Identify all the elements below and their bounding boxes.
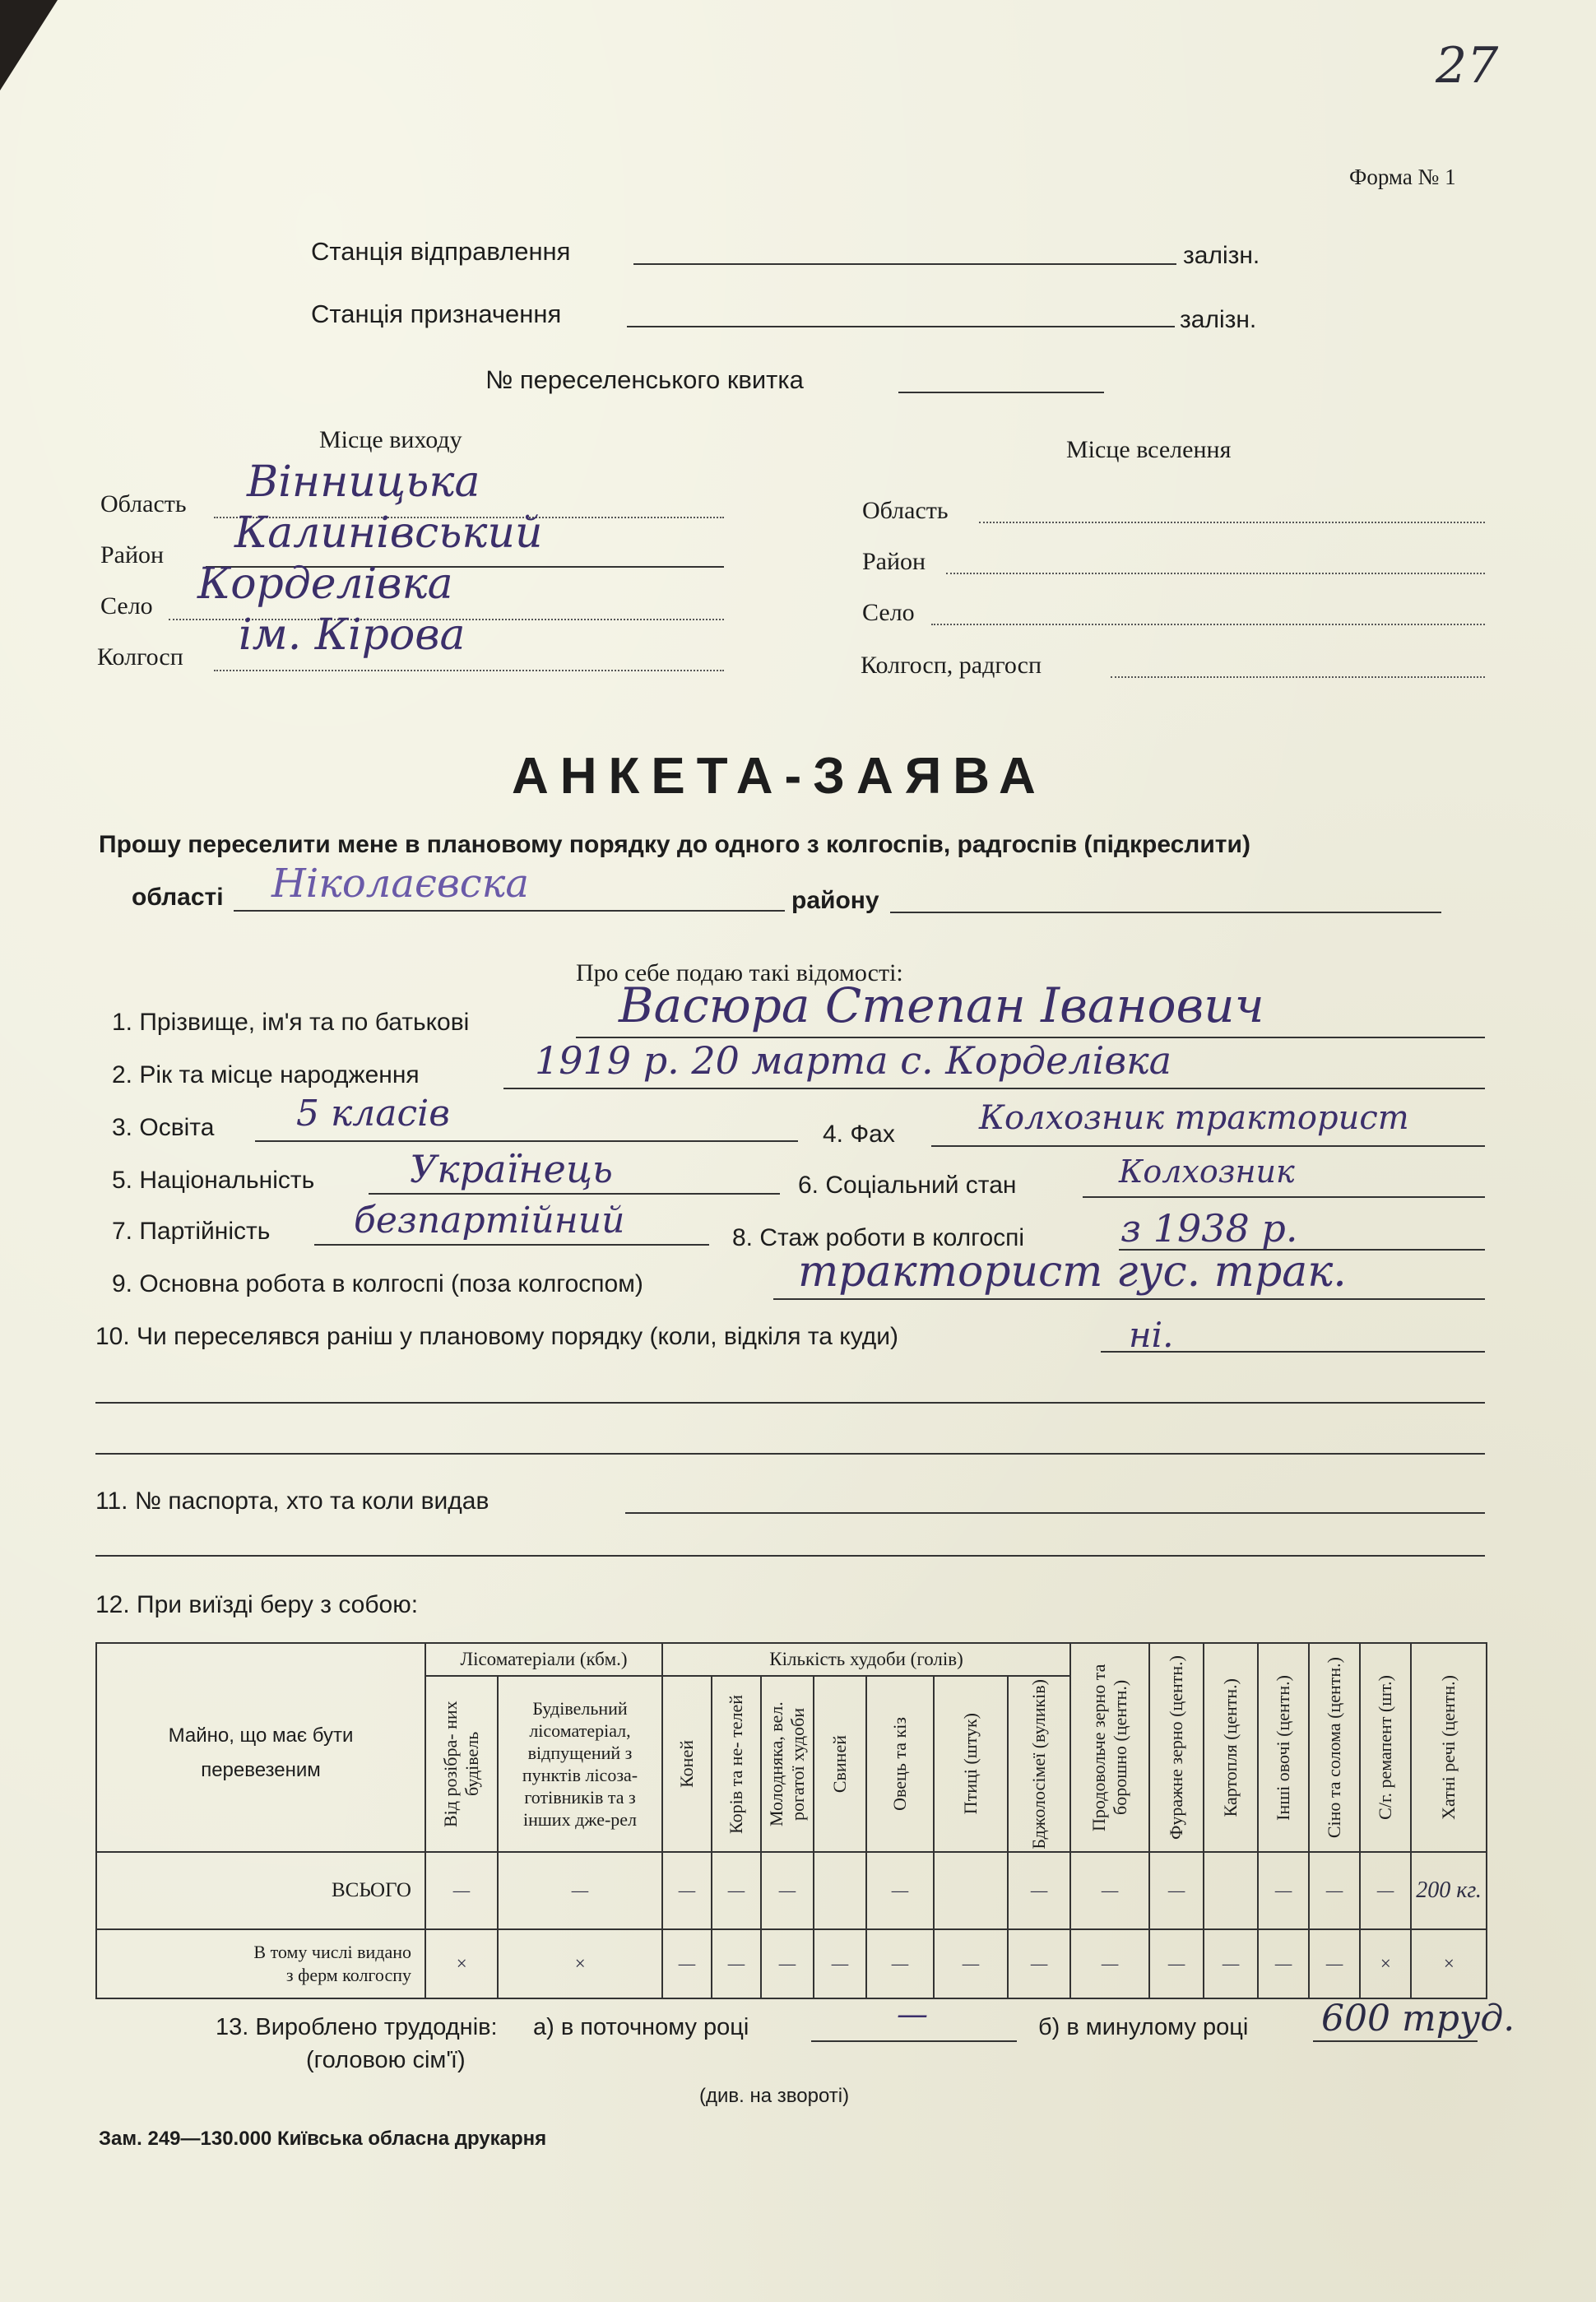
col-hay-cell xyxy=(1309,1643,1360,1852)
origin-kolhosp-label: Колгосп xyxy=(97,643,183,671)
origin-kolhosp-value: ім. Кірова xyxy=(239,610,466,660)
col-horses-cell xyxy=(662,1676,712,1852)
q3-line xyxy=(255,1140,798,1142)
info-heading: Про себе подаю такі відомості: xyxy=(576,959,903,986)
total-cell: — xyxy=(425,1852,498,1929)
property-header-2: перевезеним xyxy=(201,1759,321,1781)
q5-line xyxy=(369,1193,780,1195)
col-feed-grain: Фуражне зерно (центн.) xyxy=(1166,1655,1187,1840)
property-header-1: Майно, що має бути xyxy=(168,1724,354,1747)
q8-label: 8. Стаж роботи в колгоспі xyxy=(732,1224,1025,1251)
col-building-timber: Будівельний лісоматеріал, відпущений з пунктів лісоза-готівників та з інших дже-рел xyxy=(498,1676,662,1852)
destination-kolhosp-line xyxy=(1111,676,1485,678)
farm-cell: × xyxy=(498,1929,662,1998)
origin-kolhosp-line xyxy=(214,670,724,671)
row-farm-label-1: В тому числі видано xyxy=(253,1942,411,1962)
destination-oblast-label: Область xyxy=(862,497,949,524)
col-cows: Корів та не- телей xyxy=(726,1694,747,1834)
q2-value: 1919 р. 20 марта с. Корделівка xyxy=(535,1038,1172,1083)
page-number: 27 xyxy=(1436,37,1499,95)
farm-cell: — xyxy=(1258,1929,1309,1998)
request-oblast-line xyxy=(234,910,785,912)
col-food-grain-cell xyxy=(1070,1643,1149,1852)
destination-oblast-line xyxy=(979,522,1485,523)
q7-value: безпартійний xyxy=(354,1200,625,1242)
q5-value: Українець xyxy=(410,1147,613,1191)
q11-label: 11. № паспорта, хто та коли видав xyxy=(95,1487,489,1515)
total-cell: — xyxy=(1008,1852,1070,1929)
q8-value: з 1938 р. xyxy=(1120,1206,1298,1251)
total-cell: — xyxy=(1258,1852,1309,1929)
q3-value: 5 класів xyxy=(296,1093,450,1135)
col-hay: Сіно та солома (центн.) xyxy=(1324,1656,1345,1839)
ticket-number-line xyxy=(898,392,1104,393)
farm-cell: — xyxy=(1149,1929,1204,1998)
total-cell xyxy=(934,1852,1008,1929)
col-vegetables: Інші овочі (центн.) xyxy=(1273,1674,1294,1821)
departure-railway-suffix: залізн. xyxy=(1183,242,1260,269)
col-pigs: Свиней xyxy=(829,1734,851,1794)
q10-label: 10. Чи переселявся раніш у плановому порядку (коли, відкіля та куди) xyxy=(95,1323,899,1350)
livestock-group-header: Кількість худоби (голів) xyxy=(662,1643,1070,1676)
total-household-cell: 200 кг. xyxy=(1411,1852,1487,1929)
q11-line xyxy=(625,1512,1485,1514)
q4-line xyxy=(931,1145,1485,1147)
row-farm-label-2: з ферм колгоспу xyxy=(285,1965,411,1985)
col-poultry-cell xyxy=(934,1676,1008,1852)
q3-label: 3. Освіта xyxy=(112,1114,215,1141)
total-cell: — xyxy=(1309,1852,1360,1929)
destination-raion-line xyxy=(946,573,1485,574)
q4-value: Колхозник тракторист xyxy=(979,1099,1409,1137)
workdays-current-label: а) в поточному році xyxy=(533,2014,749,2040)
property-table xyxy=(95,1642,1487,1999)
document-title: АНКЕТА-ЗАЯВА xyxy=(512,748,1047,805)
ticket-number-label: № переселенського квитка xyxy=(485,365,804,394)
request-oblast-value: Ніколаєвска xyxy=(271,861,529,907)
origin-oblast-value: Вінницька xyxy=(247,457,480,507)
farm-cell: × xyxy=(425,1929,498,1998)
col-household: Хатні речі (центн.) xyxy=(1438,1675,1459,1820)
departure-station-line xyxy=(633,263,1176,265)
total-cell: — xyxy=(1360,1852,1411,1929)
q12-label: 12. При виїзді беру з собою: xyxy=(95,1591,419,1618)
request-raion-line xyxy=(890,912,1441,913)
origin-raion-value: Калинівський xyxy=(234,508,543,558)
row-farm-label-cell xyxy=(96,1929,425,1998)
request-raion-label: району xyxy=(791,887,879,914)
q7-label: 7. Партійність xyxy=(112,1218,271,1245)
workdays-current-line xyxy=(811,2040,1017,2042)
farm-cell: — xyxy=(662,1929,712,1998)
total-cell xyxy=(1204,1852,1258,1929)
q6-label: 6. Соціальний стан xyxy=(798,1172,1017,1199)
destination-raion-label: Район xyxy=(862,548,926,575)
col-tools-cell xyxy=(1360,1643,1411,1852)
destination-station-line xyxy=(627,326,1175,327)
q2-label: 2. Рік та місце народження xyxy=(112,1061,420,1088)
col-horses: Коней xyxy=(676,1740,698,1788)
col-food-grain: Продовольче зерно та борошно (центн.) xyxy=(1088,1664,1131,1831)
workdays-current-value: — xyxy=(897,1996,928,2032)
total-cell: — xyxy=(1070,1852,1149,1929)
request-oblast-label: області xyxy=(132,884,224,911)
total-cell: — xyxy=(1149,1852,1204,1929)
col-potatoes-cell xyxy=(1204,1643,1258,1852)
total-cell xyxy=(814,1852,866,1929)
farm-cell: — xyxy=(1204,1929,1258,1998)
total-cell: — xyxy=(866,1852,934,1929)
farm-cell: — xyxy=(1008,1929,1070,1998)
farm-cell: — xyxy=(1070,1929,1149,1998)
origin-raion-label: Район xyxy=(100,541,165,569)
property-header-cell xyxy=(96,1643,425,1852)
q10-line-2 xyxy=(95,1402,1485,1404)
torn-corner xyxy=(0,0,58,91)
workdays-previous-value: 600 труд. xyxy=(1321,1998,1515,2040)
q6-value: Колхозник xyxy=(1119,1153,1295,1190)
row-total-label: ВСЬОГО xyxy=(96,1852,425,1929)
col-dismantled-cell xyxy=(425,1676,498,1852)
total-cell: — xyxy=(662,1852,712,1929)
col-household-cell xyxy=(1411,1643,1487,1852)
form-number: Форма № 1 xyxy=(1349,165,1456,189)
destination-selo-label: Село xyxy=(862,599,915,626)
col-poultry: Птиці (штук) xyxy=(960,1713,981,1815)
col-sheep: Овець та кіз xyxy=(889,1717,911,1811)
origin-heading: Місце виходу xyxy=(319,426,462,453)
workdays-previous-line xyxy=(1313,2040,1478,2042)
q4-label: 4. Фах xyxy=(823,1121,895,1148)
q1-value: Васюра Степан Іванович xyxy=(619,977,1264,1033)
q9-line xyxy=(773,1298,1485,1300)
q5-label: 5. Національність xyxy=(112,1167,315,1194)
request-text: Прошу переселити мене в плановому порядку до одного з колгоспів, радгоспів (підкреслити) xyxy=(99,831,1250,858)
col-bees-cell xyxy=(1008,1676,1070,1852)
q10-line-3 xyxy=(95,1453,1485,1455)
workdays-label: 13. Вироблено трудоднів: xyxy=(216,2014,498,2040)
q10-value: ні. xyxy=(1129,1315,1174,1355)
col-vegetables-cell xyxy=(1258,1643,1309,1852)
col-young: Молодняка, вел. рогатої худоби xyxy=(766,1701,809,1826)
total-cell: — xyxy=(498,1852,662,1929)
printer-imprint: Зам. 249—130.000 Київська обласна друкарня xyxy=(99,2128,547,2150)
farm-cell: — xyxy=(1309,1929,1360,1998)
col-dismantled: Від розібра- них будівель xyxy=(440,1701,482,1827)
col-tools: С/г. ремапент (шт.) xyxy=(1375,1675,1396,1820)
farm-cell: — xyxy=(761,1929,814,1998)
col-cows-cell xyxy=(712,1676,761,1852)
q9-value: тракторист гус. трак. xyxy=(798,1247,1347,1297)
col-bees: Бджолосімеї (вуликів) xyxy=(1028,1678,1050,1849)
q7-line xyxy=(314,1244,709,1246)
farm-cell: — xyxy=(866,1929,934,1998)
farm-cell: — xyxy=(934,1929,1008,1998)
destination-station-label: Станція призначення xyxy=(311,299,562,328)
departure-station-label: Станція відправлення xyxy=(311,237,571,266)
col-young-cell xyxy=(761,1676,814,1852)
col-pigs-cell xyxy=(814,1676,866,1852)
farm-cell: — xyxy=(814,1929,866,1998)
destination-kolhosp-label: Колгосп, радгосп xyxy=(861,652,1042,679)
workdays-family-note: (головою сім'ї) xyxy=(306,2047,466,2073)
col-potatoes: Картопля (центн.) xyxy=(1220,1678,1241,1817)
col-feed-grain-cell xyxy=(1149,1643,1204,1852)
origin-selo-label: Село xyxy=(100,592,153,620)
farm-cell: × xyxy=(1411,1929,1487,1998)
origin-selo-value: Корделівка xyxy=(197,559,453,609)
destination-railway-suffix: залізн. xyxy=(1180,306,1257,333)
q6-line xyxy=(1083,1196,1485,1198)
col-sheep-cell xyxy=(866,1676,934,1852)
q2-line xyxy=(503,1088,1485,1089)
q11-line-2 xyxy=(95,1555,1485,1557)
farm-cell: — xyxy=(712,1929,761,1998)
farm-cell: × xyxy=(1360,1929,1411,1998)
q1-label: 1. Прізвище, ім'я та по батькові xyxy=(112,1009,470,1036)
destination-heading: Місце вселення xyxy=(1066,436,1232,463)
destination-selo-line xyxy=(931,624,1485,625)
origin-oblast-label: Область xyxy=(100,490,187,517)
see-reverse-note: (див. на звороті) xyxy=(699,2085,850,2107)
workdays-previous-label: б) в минулому році xyxy=(1038,2014,1249,2040)
q9-label: 9. Основна робота в колгоспі (поза колгоспом) xyxy=(112,1270,643,1297)
timber-group-header: Лісоматеріали (кбм.) xyxy=(425,1643,662,1676)
total-cell: — xyxy=(712,1852,761,1929)
total-cell: — xyxy=(761,1852,814,1929)
